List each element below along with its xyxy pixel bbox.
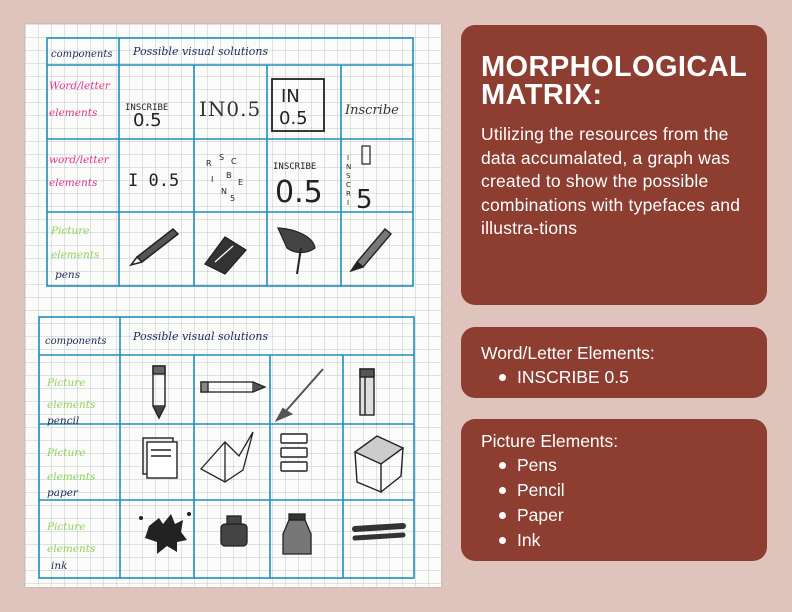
picture-elements-list [481,453,747,553]
svg-text:0.5: 0.5 [275,175,323,210]
word-letter-list [481,365,747,390]
morphological-matrix-panel [461,25,767,305]
svg-text:N: N [221,187,227,196]
pencil-diagonal-icon [277,369,323,420]
svg-text:IN0.5: IN0.5 [199,97,262,121]
svg-text:I: I [347,199,350,207]
bottom-row3-label-line3: ink [51,560,68,572]
bottom-row1-label-line3: pencil [47,415,80,427]
list-item: Pencil [497,478,747,503]
ink-splash-icon [139,512,191,554]
top-row2-label-line1: word/letter [49,154,109,166]
svg-text:R: R [346,190,351,198]
top-row1-label-line1: Word/letter [49,80,110,92]
top-header-solutions: Possible visual solutions [133,45,269,58]
list-item: Paper [497,503,747,528]
cell-inscribe-05-b [273,162,323,210]
sketch-paper [25,24,441,587]
picture-elements-panel [461,419,767,561]
svg-text:C: C [231,157,237,166]
svg-text:I: I [211,175,214,184]
list-item: Pens [497,453,747,478]
panel-title: MORPHOLOGICAL MATRIX: [481,51,747,111]
top-header-components: components [51,49,113,60]
svg-text:N: N [346,163,352,171]
svg-text:B: B [226,171,232,180]
list-item: INSCRIBE 0.5 [497,365,747,390]
pencil-upright-icon [153,366,165,418]
bottom-row3-label-line1: Picture [47,521,86,533]
svg-text:E: E [238,178,244,187]
svg-text:I: I [347,154,350,162]
pencil-box-icon [360,369,374,415]
origami-crane-icon [201,432,253,482]
panel-description: Utilizing the resources from the data accumalated, a graph was created to show the possible combinations with typefaces and illustra-tions [481,124,741,238]
svg-text:0.5: 0.5 [279,108,308,129]
cell-inscribe-vertical [346,146,373,215]
ink-jar-icon [283,514,311,554]
matrix-sketch [25,24,441,587]
top-row3-label-line3: pens [55,269,81,281]
bottom-row3-label-line2: elements [47,543,96,555]
ink-bottle-icon [221,516,247,546]
word-letter-heading: Word/Letter Elements: [481,343,655,363]
paper-stack-icon [143,438,177,478]
bottom-row1-label-line2: elements [47,399,96,411]
bottom-row2-label-line3: paper [47,487,78,499]
svg-text:S: S [219,153,225,162]
top-row1-label-line2: elements [49,107,98,119]
svg-text:0.5: 0.5 [133,110,162,131]
svg-text:Inscribe: Inscribe [345,103,399,118]
svg-text:INSCRIBE: INSCRIBE [125,103,169,113]
bottom-header-components: components [45,336,107,347]
top-row3-label-line1: Picture [51,225,90,237]
picture-elements-heading: Picture Elements: [481,431,619,451]
pen-icon [131,229,178,265]
cell-inscribe-script [344,103,399,118]
svg-text:IN: IN [281,86,300,107]
bottom-header-solutions: Possible visual solutions [133,330,269,343]
svg-text:I 0.5: I 0.5 [128,171,180,191]
svg-text:S: S [346,172,351,180]
bottom-row2-label-line1: Picture [47,447,86,459]
svg-text:5: 5 [230,194,236,203]
svg-text:INSCRIBE: INSCRIBE [273,162,317,172]
svg-text:C: C [346,181,351,189]
paper-box-icon [355,436,403,492]
bottom-row1-label-line1: Picture [47,377,86,389]
cell-in-05-boxed [272,79,324,131]
marker-icon [351,229,391,271]
cell-inscribe-05-a [125,103,168,131]
stacked-sheets-icon [281,434,307,471]
word-letter-elements-panel [461,327,767,398]
pencil-horizontal-icon [201,382,265,392]
fountain-pen-nib-icon [205,237,246,274]
cell-in-05 [199,97,261,121]
top-row2-label-line2: elements [49,177,98,189]
cell-i05 [128,171,179,191]
bottom-row2-label-line2: elements [47,471,96,483]
quill-icon [278,228,315,274]
top-row3-label-line2: elements [51,249,100,261]
cell-inscribe-circular [206,153,243,203]
svg-text:5: 5 [356,185,373,215]
ink-stroke-icon [355,526,403,538]
list-item: Ink [497,528,747,553]
svg-text:R: R [206,159,212,168]
